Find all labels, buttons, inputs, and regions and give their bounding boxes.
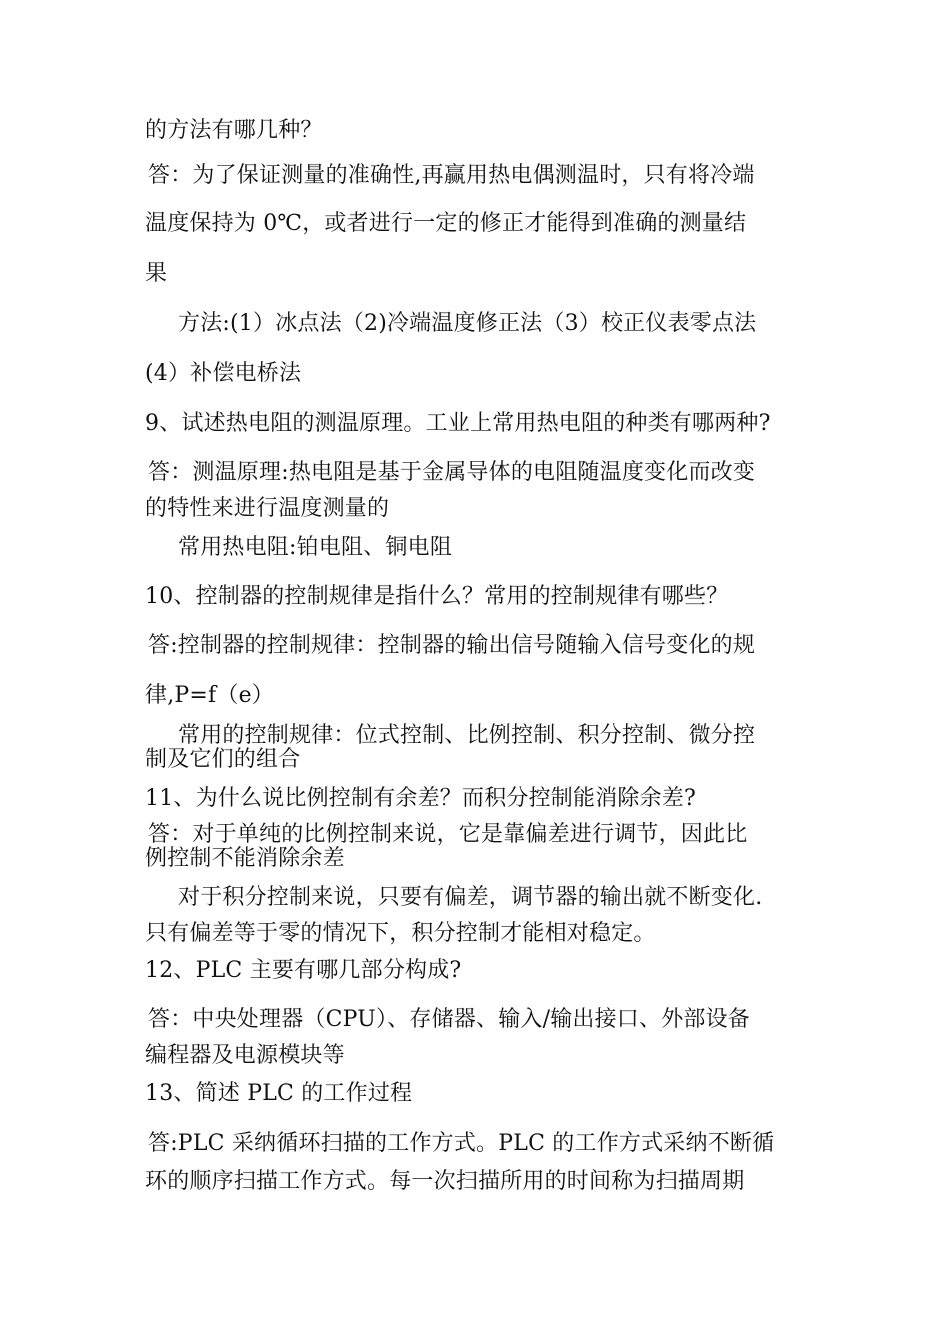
text-line: 编程器及电源模块等 xyxy=(145,1043,345,1068)
text-line: (4）补偿电桥法 xyxy=(145,361,302,386)
text-line: 常用的控制规律：位式控制、比例控制、积分控制、微分控 xyxy=(178,723,756,748)
answer-line: 答:控制器的控制规律：控制器的输出信号随输入信号变化的规 xyxy=(148,633,756,658)
text-line: 例控制不能消除余差 xyxy=(145,846,345,871)
question-13: 13、简述 PLC 的工作过程 xyxy=(145,1081,413,1106)
method-line: 方法:(1）冰点法（2)冷端温度修正法（3）校正仪表零点法 xyxy=(178,311,757,336)
answer-line: 答：对于单纯的比例控制来说，它是靠偏差进行调节，因此比 xyxy=(148,822,748,847)
text-line: 制及它们的组合 xyxy=(145,747,301,772)
text-line: 环的顺序扫描工作方式。每一次扫描所用的时间称为扫描周期 xyxy=(145,1169,745,1194)
text-line: 的方法有哪几种？ xyxy=(145,118,323,143)
answer-line: 答：测温原理:热电阻是基于金属导体的电阻随温度变化而改变 xyxy=(148,460,756,485)
text-line: 果 xyxy=(145,261,168,286)
text-line: 对于积分控制来说，只要有偏差，调节器的输出就不断变化. xyxy=(178,885,763,910)
answer-line: 答：为了保证测量的准确性,再赢用热电偶测温时，只有将冷端 xyxy=(148,163,755,188)
answer-line: 答:PLC 采纳循环扫描的工作方式。PLC 的工作方式采纳不断循 xyxy=(148,1131,775,1156)
question-10: 10、控制器的控制规律是指什么？常用的控制规律有哪些？ xyxy=(145,584,729,609)
answer-line: 答：中央处理器（CPU）、存储器、输入/输出接口、外部设备 xyxy=(148,1007,751,1032)
text-line: 常用热电阻:铂电阻、铜电阻 xyxy=(178,535,453,560)
question-12: 12、PLC 主要有哪几部分构成? xyxy=(145,958,462,983)
text-line: 温度保持为 0℃，或者进行一定的修正才能得到准确的测量结 xyxy=(145,211,747,236)
text-line: 只有偏差等于零的情况下，积分控制才能相对稳定。 xyxy=(145,921,656,946)
text-line: 的特性来进行温度测量的 xyxy=(145,496,390,521)
question-9: 9、试述热电阻的测温原理。工业上常用热电阻的种类有哪两种? xyxy=(145,411,771,436)
text-line: 律,P=f（e） xyxy=(145,683,274,708)
question-11: 11、为什么说比例控制有余差？而积分控制能消除余差? xyxy=(145,786,696,811)
